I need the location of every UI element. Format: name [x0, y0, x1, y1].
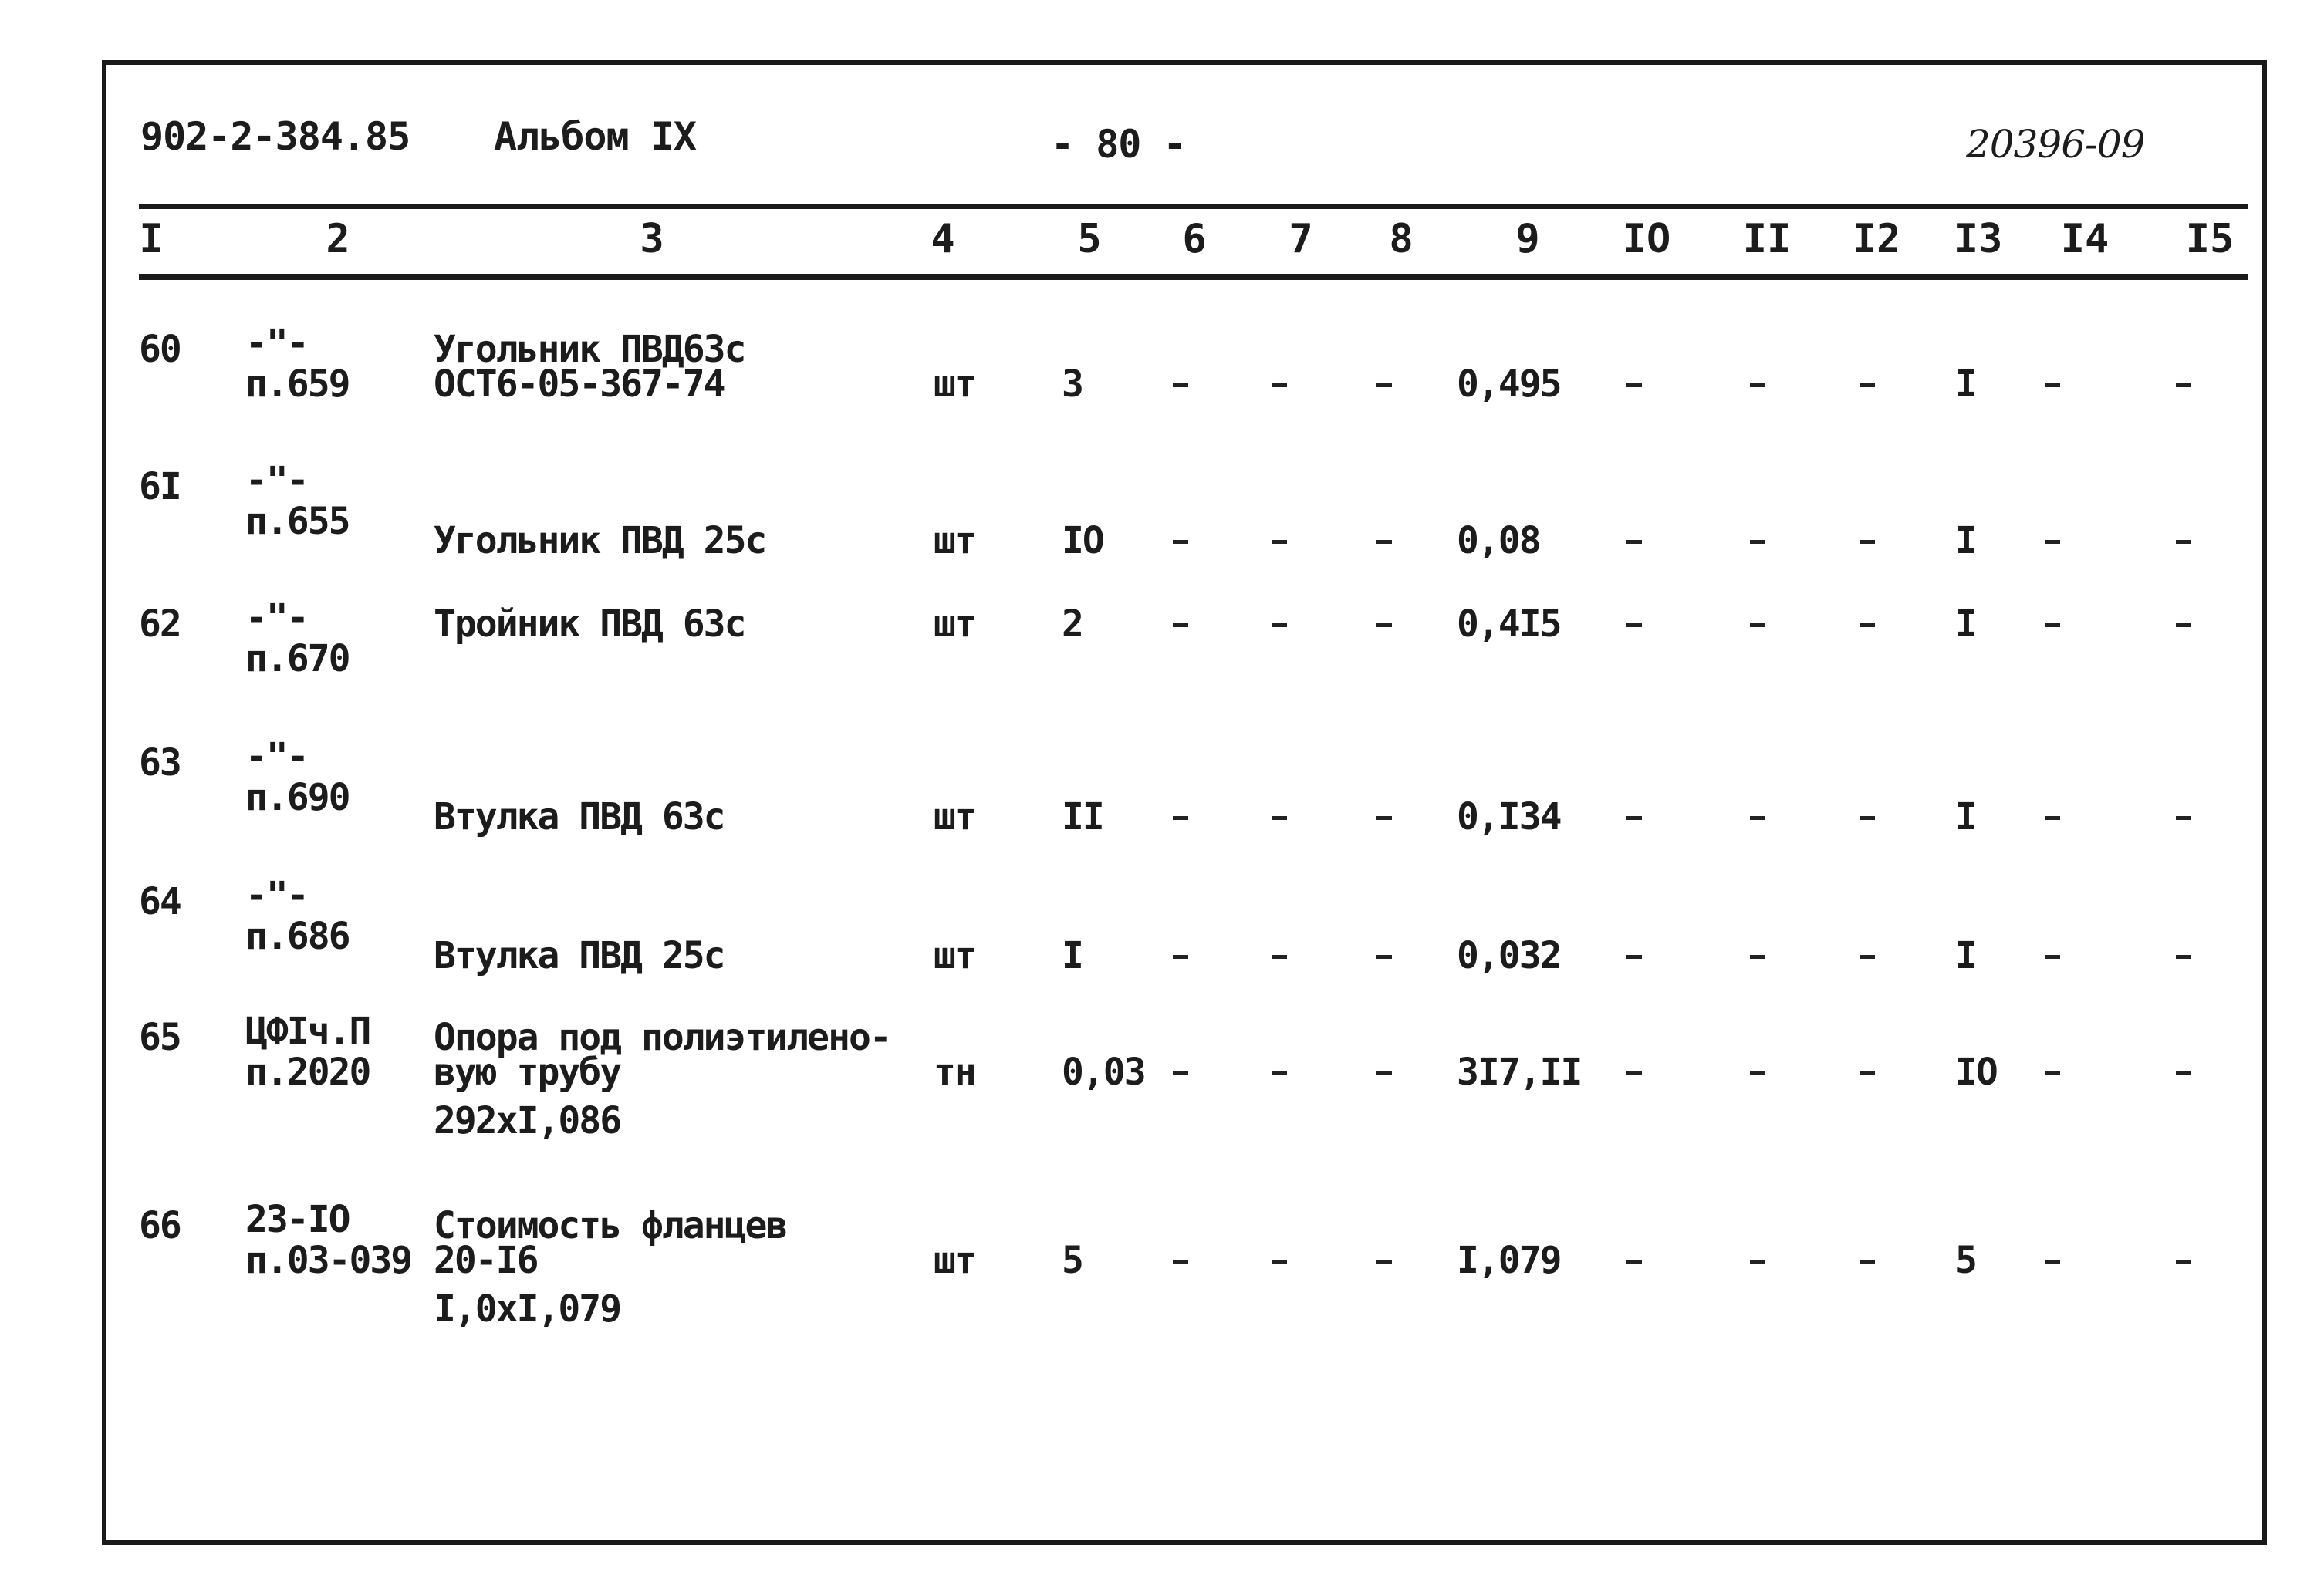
row-quantity: 2	[1062, 602, 1083, 646]
column-header-9: 9	[1515, 216, 1540, 262]
row-value-col9: 0,495	[1457, 363, 1561, 406]
row-unit: шт	[934, 1239, 975, 1282]
row-dash-c15	[2176, 623, 2191, 627]
row-dash-c11	[1750, 955, 1765, 959]
row-name: Втулка ПВД 63с	[434, 795, 725, 838]
row-dash-c11	[1750, 816, 1765, 820]
row-value-col9: 0,032	[1457, 934, 1561, 977]
page-number: - 80 -	[1051, 122, 1186, 167]
row-name: I,0хI,079	[434, 1287, 621, 1331]
row-value-col13: I	[1955, 602, 1976, 646]
row-quantity: 0,03	[1062, 1051, 1145, 1094]
row-value-col9: I,079	[1457, 1239, 1561, 1282]
row-reference: п.690	[245, 776, 350, 819]
row-reference: ЦФIч.П	[245, 1010, 370, 1053]
row-value-col9: 0,08	[1457, 519, 1540, 562]
row-dash-c7	[1272, 816, 1287, 820]
row-dash-c6	[1173, 623, 1188, 627]
row-number: 60	[139, 328, 181, 371]
column-header-13: I3	[1954, 216, 2003, 262]
header-top-rule	[139, 204, 2248, 209]
row-dash-c6	[1173, 955, 1188, 959]
row-value-col13: 5	[1955, 1239, 1976, 1282]
row-reference: 23-IO	[245, 1198, 350, 1241]
row-reference: п.2020	[245, 1051, 370, 1094]
row-number: 65	[139, 1016, 181, 1059]
page-frame	[102, 60, 2267, 1545]
row-dash-c12	[1860, 816, 1875, 820]
row-dash-c11	[1750, 1260, 1765, 1264]
row-unit: шт	[934, 795, 975, 838]
row-dash-c8	[1376, 955, 1392, 959]
row-dash-c8	[1376, 540, 1392, 544]
row-dash-c14	[2045, 955, 2060, 959]
column-header-6: 6	[1182, 216, 1207, 262]
row-dash-c10	[1626, 540, 1642, 544]
row-dash-c11	[1750, 540, 1765, 544]
row-name: Втулка ПВД 25с	[434, 934, 725, 977]
row-unit: шт	[934, 519, 975, 562]
column-header-2: 2	[326, 216, 350, 262]
row-unit: шт	[934, 363, 975, 406]
row-value-col13: I	[1955, 934, 1976, 977]
row-unit: тн	[934, 1051, 975, 1094]
row-dash-c15	[2176, 540, 2191, 544]
row-dash-c15	[2176, 1260, 2191, 1264]
doc-code: 902-2-384.85	[140, 114, 410, 159]
column-header-14: I4	[2060, 216, 2110, 262]
row-name: вую трубу	[434, 1051, 621, 1094]
row-dash-c14	[2045, 816, 2060, 820]
row-quantity: IO	[1062, 519, 1103, 562]
row-dash-c12	[1860, 1260, 1875, 1264]
column-header-10: IO	[1622, 216, 1671, 262]
row-reference: п.655	[245, 500, 350, 543]
row-reference: -"-	[245, 459, 308, 502]
row-number: 64	[139, 880, 181, 923]
row-name: ОСТ6-05-367-74	[434, 363, 725, 406]
row-reference: п.03-039	[245, 1239, 412, 1282]
row-dash-c8	[1376, 623, 1392, 627]
column-header-11: II	[1742, 216, 1792, 262]
row-dash-c14	[2045, 1071, 2060, 1075]
row-dash-c7	[1272, 383, 1287, 387]
row-dash-c8	[1376, 816, 1392, 820]
row-dash-c6	[1173, 383, 1188, 387]
row-name: Опора под полиэтилено-	[434, 1016, 890, 1059]
row-number: 63	[139, 741, 181, 785]
row-unit: шт	[934, 934, 975, 977]
row-dash-c10	[1626, 383, 1642, 387]
row-reference: -"-	[245, 874, 308, 917]
row-dash-c12	[1860, 383, 1875, 387]
row-dash-c11	[1750, 623, 1765, 627]
row-dash-c12	[1860, 623, 1875, 627]
row-dash-c7	[1272, 955, 1287, 959]
row-value-col9: 0,4I5	[1457, 602, 1561, 646]
row-quantity: 5	[1062, 1239, 1083, 1282]
column-header-8: 8	[1389, 216, 1414, 262]
row-quantity: I	[1062, 934, 1083, 977]
row-dash-c15	[2176, 383, 2191, 387]
row-dash-c10	[1626, 1071, 1642, 1075]
row-value-col13: I	[1955, 363, 1976, 406]
header-bottom-rule	[139, 274, 2248, 280]
row-dash-c7	[1272, 623, 1287, 627]
row-name: Стоимость фланцев	[434, 1204, 787, 1247]
row-dash-c8	[1376, 1071, 1392, 1075]
row-dash-c6	[1173, 1071, 1188, 1075]
row-reference: п.686	[245, 915, 350, 958]
row-reference: -"-	[245, 735, 308, 778]
row-dash-c6	[1173, 1260, 1188, 1264]
row-dash-c7	[1272, 1071, 1287, 1075]
row-dash-c15	[2176, 955, 2191, 959]
row-number: 6I	[139, 465, 181, 508]
column-header-5: 5	[1077, 216, 1102, 262]
album-label: Альбом IX	[494, 114, 696, 159]
row-dash-c6	[1173, 540, 1188, 544]
row-dash-c11	[1750, 1071, 1765, 1075]
row-dash-c15	[2176, 816, 2191, 820]
column-header-4: 4	[931, 216, 955, 262]
row-value-col9: 3I7,II	[1457, 1051, 1582, 1094]
row-dash-c6	[1173, 816, 1188, 820]
row-reference: -"-	[245, 322, 308, 365]
row-dash-c14	[2045, 540, 2060, 544]
row-name: Угольник ПВД63с	[434, 328, 745, 371]
column-header-15: I5	[2185, 216, 2234, 262]
row-dash-c12	[1860, 955, 1875, 959]
row-name: 20-I6	[434, 1239, 538, 1282]
row-dash-c12	[1860, 540, 1875, 544]
row-number: 66	[139, 1204, 181, 1247]
row-quantity: 3	[1062, 363, 1083, 406]
row-name: Угольник ПВД 25с	[434, 519, 766, 562]
row-dash-c7	[1272, 540, 1287, 544]
row-value-col9: 0,I34	[1457, 795, 1561, 838]
column-header-1: I	[139, 216, 164, 262]
row-dash-c14	[2045, 623, 2060, 627]
row-value-col13: I	[1955, 519, 1976, 562]
row-quantity: II	[1062, 795, 1103, 838]
row-name: Тройник ПВД 63с	[434, 602, 745, 646]
row-value-col13: I	[1955, 795, 1976, 838]
row-dash-c14	[2045, 1260, 2060, 1264]
row-dash-c15	[2176, 1071, 2191, 1075]
row-reference: п.659	[245, 363, 350, 406]
row-dash-c8	[1376, 383, 1392, 387]
row-reference: -"-	[245, 596, 308, 639]
row-dash-c8	[1376, 1260, 1392, 1264]
row-dash-c12	[1860, 1071, 1875, 1075]
row-reference: п.670	[245, 637, 350, 680]
row-dash-c7	[1272, 1260, 1287, 1264]
row-dash-c10	[1626, 623, 1642, 627]
row-dash-c10	[1626, 955, 1642, 959]
document-ref: 20396-09	[1966, 122, 2145, 167]
row-dash-c14	[2045, 383, 2060, 387]
row-value-col13: IO	[1955, 1051, 1997, 1094]
row-unit: шт	[934, 602, 975, 646]
row-dash-c11	[1750, 383, 1765, 387]
column-header-3: 3	[640, 216, 664, 262]
column-header-12: I2	[1852, 216, 1901, 262]
row-dash-c10	[1626, 1260, 1642, 1264]
row-name: 292хI,086	[434, 1099, 621, 1142]
row-number: 62	[139, 602, 181, 646]
row-dash-c10	[1626, 816, 1642, 820]
column-header-7: 7	[1289, 216, 1313, 262]
